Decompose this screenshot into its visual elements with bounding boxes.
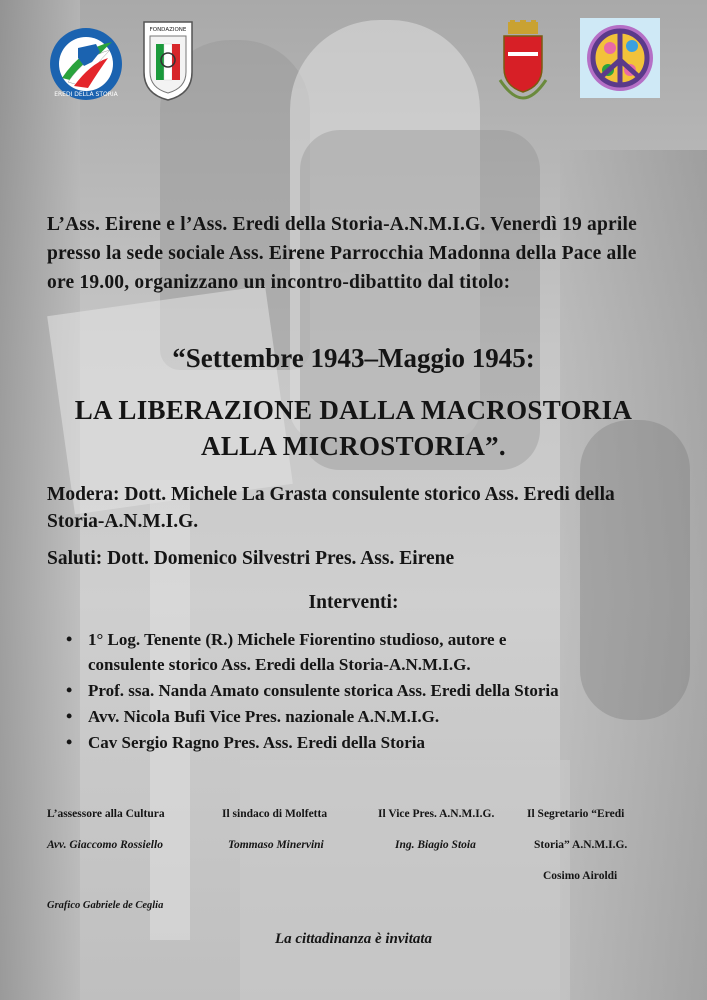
list-item bbox=[66, 704, 666, 729]
event-title-main bbox=[0, 392, 707, 464]
svg-text:FONDAZIONE: FONDAZIONE bbox=[149, 27, 187, 33]
speaker-line: consulente storico Ass. Eredi della Storia-A.N.M.I.G. bbox=[88, 655, 471, 674]
list-item bbox=[66, 730, 666, 755]
signature-role-assessore: L’assessore alla Cultura bbox=[47, 808, 165, 820]
fondazione-anmig-logo bbox=[142, 18, 194, 102]
speaker-line: • Cav Sergio Ragno Pres. Ass. Eredi della Storia bbox=[88, 733, 426, 752]
signature-role-sindaco: Il sindaco di Molfetta bbox=[222, 808, 328, 820]
moderator-text: Modera: Dott. Michele La Grasta consulente storico Ass. Eredi della Storia-A.N.M.I.G. bbox=[47, 484, 615, 532]
logo-text: EREDI DELLA STORIA bbox=[54, 91, 118, 98]
event-title-line: ALLA MICROSTORIA”. bbox=[201, 431, 506, 461]
signature-role-segretario-cont: Storia” A.N.M.I.G. bbox=[534, 839, 628, 851]
list-item bbox=[66, 678, 666, 703]
invitation-footer: La cittadinanza è invitata bbox=[274, 931, 433, 947]
graphic-credit: Grafico Gabriele de Ceglia bbox=[47, 900, 164, 911]
molfetta-coat-of-arms bbox=[496, 20, 550, 102]
signature-name-sindaco: Tommaso Minervini bbox=[228, 839, 324, 851]
speaker-line: • Prof. ssa. Nanda Amato consulente storica Ass. Eredi della Storia bbox=[88, 681, 559, 700]
speaker-line: • Avv. Nicola Bufi Vice Pres. nazionale A.N.M.I.G. bbox=[88, 707, 440, 726]
signature-role-vice-pres: Il Vice Pres. A.N.M.I.G. bbox=[378, 808, 495, 820]
event-title-dates: “Settembre 1943–Maggio 1945: bbox=[172, 343, 535, 373]
speaker-line: • 1° Log. Tenente (R.) Michele Fiorentino studioso, autore e bbox=[88, 630, 507, 649]
intro-paragraph: L’Ass. Eirene e l’Ass. Eredi della Storia-A.N.M.I.G. Venerdì 19 aprile presso la sede sociale Ass. Eirene Parrocchia Madonna della Pace alle ore 19.00, organizzano un incontro-dibattito dal titolo: bbox=[47, 214, 637, 293]
event-title-line: LA LIBERAZIONE DALLA MACROSTORIA bbox=[74, 395, 633, 425]
speakers-heading: Interventi: bbox=[308, 592, 399, 613]
signature-name-vice-pres: Ing. Biagio Stoia bbox=[395, 839, 476, 851]
greetings-text: Saluti: Dott. Domenico Silvestri Pres. Ass. Eirene bbox=[47, 548, 455, 569]
list-item bbox=[66, 627, 666, 677]
peace-sign-logo bbox=[580, 18, 660, 98]
signature-name-assessore: Avv. Giaccomo Rossiello bbox=[47, 839, 163, 851]
speakers-list bbox=[66, 627, 666, 756]
signature-role-segretario: Il Segretario “Eredi bbox=[527, 808, 625, 820]
signature-name-segretario: Cosimo Airoldi bbox=[543, 870, 618, 882]
eredi-della-storia-logo bbox=[48, 26, 124, 102]
